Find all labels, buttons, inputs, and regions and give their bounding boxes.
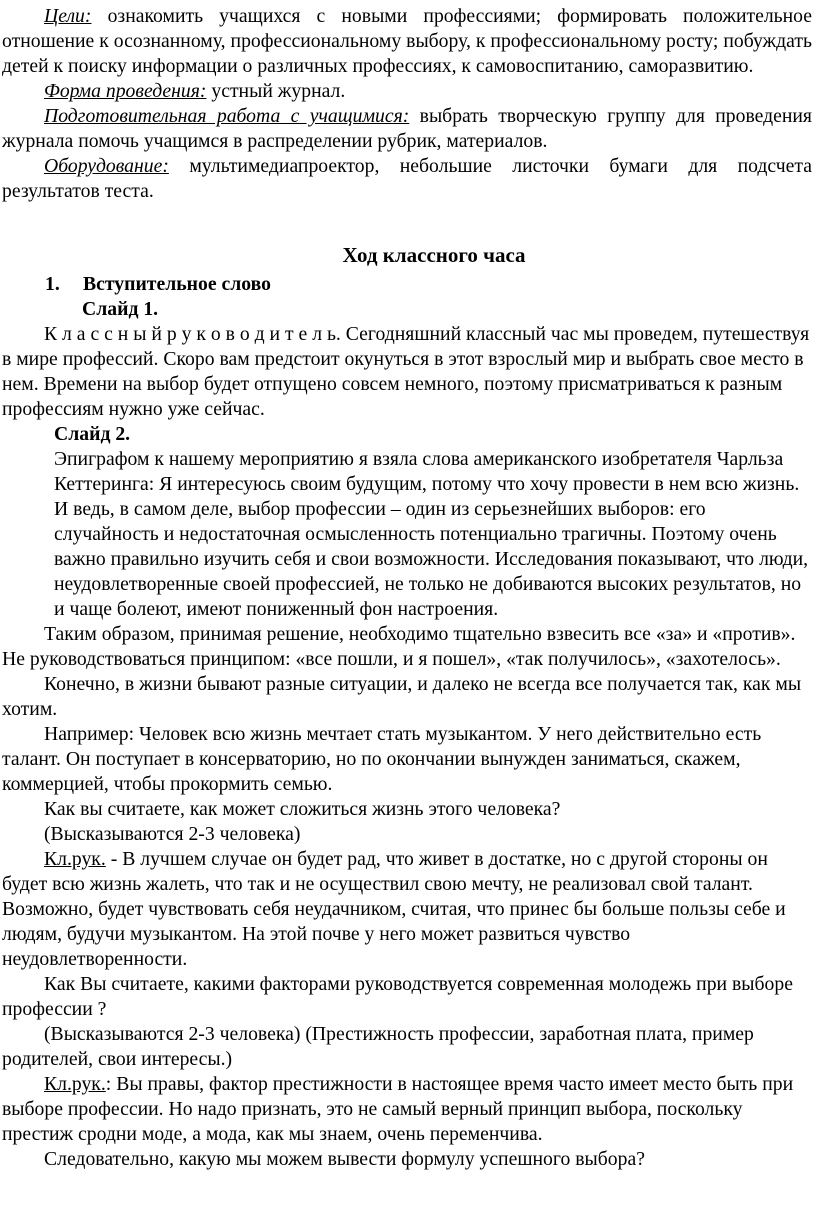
paragraph-responses1: (Высказываются 2-3 человека): [44, 823, 301, 845]
page-title: Ход классного часа: [342, 243, 526, 267]
section-heading-row: [0, 272, 816, 297]
paragraph-formula-question: Следовательно, какую мы можем вывести формулу успешного выбора?: [44, 1148, 645, 1170]
paragraph-conclusion: Таким образом, принимая решение, необходимо тщательно взвесить все «за» и «против». Не руководствоваться принципом: «все пошли, и я пошел», «так получилось», «захотелось».: [2, 623, 796, 670]
paragraph-teacher2: [0, 1072, 812, 1147]
paragraph-question1: Как вы считаете, как может сложиться жизнь этого человека?: [44, 798, 561, 820]
goals-text: ознакомить учащихся с новыми профессиями; формировать положительное отношение к осознанному, профессиональному выбору, к профессиональному росту; побуждать детей к поиску информации о различных профессиях, к самовоспитанию, саморазвитию.: [2, 5, 812, 77]
slide2-label: Слайд 2.: [54, 423, 131, 445]
prep-label: Подготовительная работа с учащимися:: [44, 105, 410, 127]
section-heading: Вступительное слово: [83, 273, 272, 295]
equipment-paragraph: [0, 154, 812, 204]
paragraph-responses2: (Высказываются 2-3 человека) (Престижность профессии, заработная плата, пример родителей, свои интересы.): [2, 1023, 754, 1070]
section-number: 1.: [45, 273, 60, 295]
prep-text: выбрать творческую группу для проведения журнала помочь учащимся в распределении рубрик, материалов.: [2, 105, 812, 152]
goals-label: Цели:: [44, 5, 92, 27]
paragraph-situations: Конечно, в жизни бывают разные ситуации, и далеко не всегда все получается так, как мы хотим.: [2, 673, 802, 720]
slide1-label: Слайд 1.: [82, 298, 159, 320]
teacher2-text: : Вы правы, фактор престижности в настоящее время часто имеет место быть при выборе профессии. Но надо признать, это не самый верный принцип выбора, поскольку престиж сродни моде, а мода, как мы знаем, очень переменчива.: [2, 1073, 794, 1145]
equipment-label: Оборудование:: [44, 155, 169, 177]
form-paragraph: [0, 79, 812, 104]
form-text: устный журнал.: [206, 80, 346, 102]
form-label: Форма проведения:: [44, 80, 207, 102]
slide1-paragraph: [0, 322, 812, 422]
prep-paragraph: [0, 104, 812, 154]
epigraph-paragraph: Эпиграфом к нашему мероприятию я взяла слова американского изобретателя Чарльза Кеттеринга: Я интересуюсь своим будущим, потому что хочу провести в нем всю жизнь. И ведь, в самом деле, выбор профессии – один из серьезнейших выборов: его случайность и недостаточная осмысленность потенциально трагичны. Поэтому очень важно правильно изучить себя и свои возможности. Исследования показывают, что люди, неудовлетворенные своей профессией, не только не добиваются высоких результатов, но и чаще болеют, имеют пониженный фон настроения.: [54, 448, 809, 620]
teacher1-text: - В лучшем случае он будет рад, что живет в достатке, но с другой стороны он будет всю жизнь жалеть, что так и не осуществил свою мечту, не реализовал свой талант. Возможно, будет чувствовать себя неудачником, считая, что принес бы больше пользы себе и людям, будучи музыкантом. На этой почве у него может развиться чувство неудовлетворенности.: [2, 848, 786, 970]
paragraph-example: Например: Человек всю жизнь мечтает стать музыкантом. У него действительно есть талант. Он поступает в консерваторию, но по окончании вынужден заниматься, скажем, коммерцией, чтобы прокормить семью.: [2, 723, 762, 795]
goals-paragraph: [0, 4, 812, 79]
equipment-text: мультимедиапроектор, небольшие листочки бумаги для подсчета результатов теста.: [2, 155, 812, 202]
paragraph-teacher1: [0, 847, 812, 972]
paragraph-question2: Как Вы считаете, какими факторами руководствуется современная молодежь при выборе профессии ?: [2, 973, 793, 1020]
teacher-abbrev-1: Кл.рук.: [44, 848, 106, 870]
teacher-abbrev-2: Кл.рук.: [44, 1073, 106, 1095]
slide1-text: Сегодняшний классный час мы проведем, путешествуя в мире профессий. Скоро вам предстоит окунуться в этот взрослый мир и выбрать свое место в нем. Времени на выбор будет отпущено совсем немного, поэтому присматриваться к разным профессиям нужно уже сейчас.: [2, 323, 810, 420]
teacher-label: К л а с с н ы й р у к о в о д и т е л ь.: [44, 323, 341, 345]
